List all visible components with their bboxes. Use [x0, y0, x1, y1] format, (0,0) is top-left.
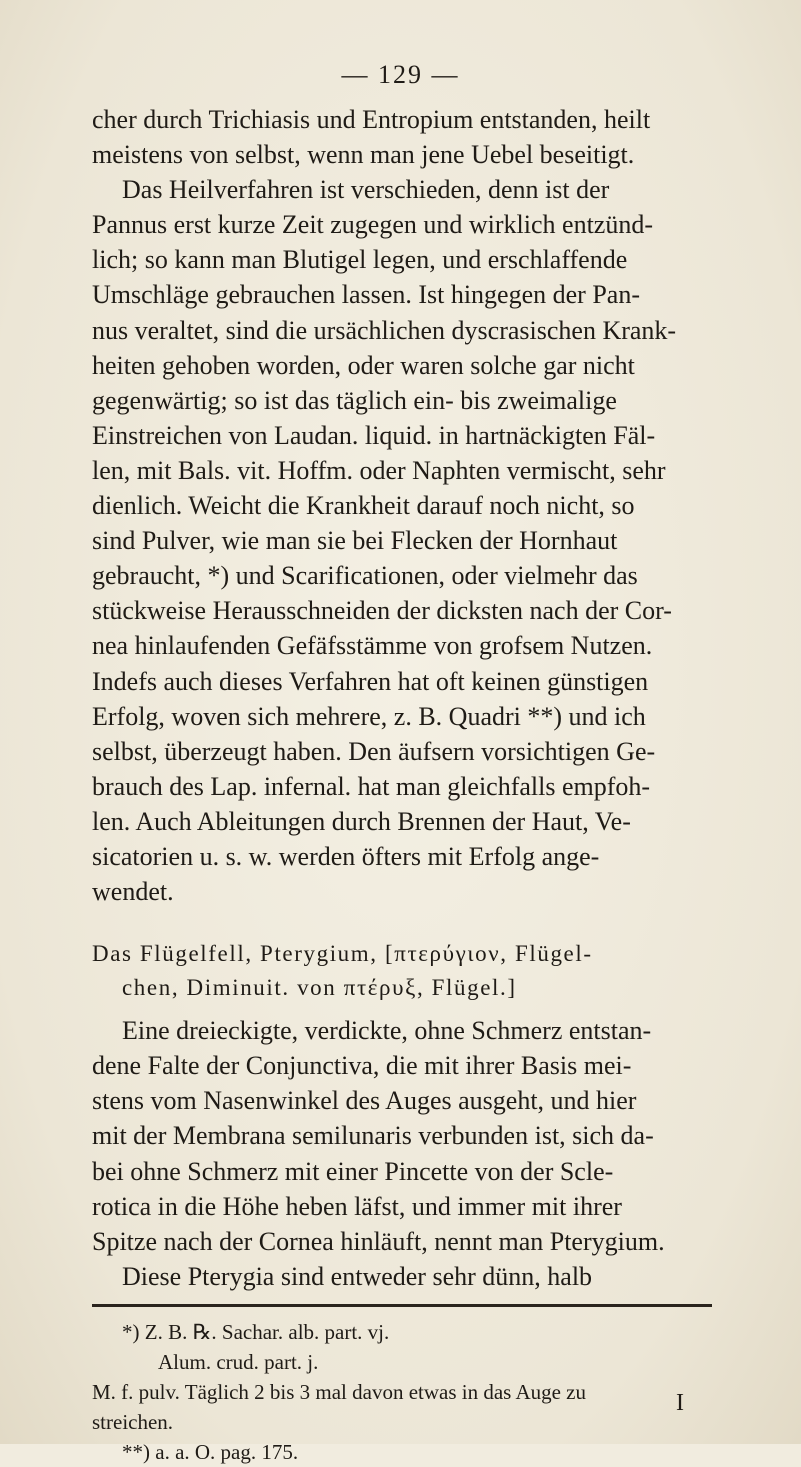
text-line: gebraucht, *) und Scarificationen, oder vielmehr das: [92, 561, 638, 591]
spacer: [92, 909, 714, 937]
text-line: Indefs auch dieses Verfahren hat oft keinen günstigen: [92, 666, 649, 696]
text-line: Pannus erst kurze Zeit zugegen und wirklich entzünd-: [92, 210, 653, 240]
footnote-line: Alum. crud. part. j.: [158, 1349, 319, 1374]
text-line: stückweise Herausschneiden der dicksten nach der Cor-: [92, 596, 672, 626]
text-line: Erfolg, woven sich mehrere, z. B. Quadri **) und ich: [92, 701, 646, 731]
text-line: wendet.: [92, 877, 174, 907]
text-line: heiten gehoben worden, oder waren solche gar nicht: [92, 350, 635, 380]
text-line: sind Pulver, wie man sie bei Flecken der Hornhaut: [92, 526, 618, 556]
text-line: Diese Pterygia sind entweder sehr dünn, halb: [122, 1261, 593, 1291]
text-line: len. Auch Ableitungen durch Brennen der Haut, Ve-: [92, 806, 631, 836]
footnote-line: **) a. a. O. pag. 175.: [122, 1439, 299, 1464]
signature-mark: I: [676, 1390, 684, 1416]
text-line: bei ohne Schmerz mit einer Pincette von der Scle-: [92, 1156, 614, 1186]
text-line: mit der Membrana semilunaris verbunden ist, sich da-: [92, 1121, 654, 1151]
heading-line: Das Flügelfell, Pterygium, [πτερύγιον, Flügel-: [92, 941, 593, 967]
text-line: gegenwärtig; so ist das täglich ein- bis zweimalige: [92, 385, 617, 415]
text-line: sicatorien u. s. w. werden öfters mit Erfolg ange-: [92, 841, 600, 871]
section-heading-pterygium: [92, 937, 714, 1005]
footnotes: [92, 1317, 714, 1467]
text-line: rotica in die Höhe heben läfst, und immer mit ihrer: [92, 1191, 622, 1221]
text-line: len, mit Bals. vit. Hoffm. oder Naphten vermischt, sehr: [92, 455, 666, 485]
footnote-line: *) Z. B. ℞. Sachar. alb. part. vj.: [122, 1319, 390, 1344]
text-line: dene Falte der Conjunctiva, die mit ihrer Basis mei-: [92, 1051, 632, 1081]
paragraph-pterygium: [92, 1013, 714, 1294]
text-line: Spitze nach der Cornea hinläuft, nennt man Pterygium.: [92, 1226, 665, 1256]
text-line: Eine dreieckigte, verdickte, ohne Schmerz entstan-: [122, 1016, 652, 1046]
text-line: stens vom Nasenwinkel des Auges ausgeht, und hier: [92, 1086, 637, 1116]
text-line: dienlich. Weicht die Krankheit darauf noch nicht, so: [92, 491, 635, 521]
footnote-divider: [92, 1304, 712, 1307]
text-line: Umschläge gebrauchen lassen. Ist hingegen der Pan-: [92, 280, 640, 310]
text-line: nus veraltet, sind die ursächlichen dyscrasischen Krank-: [92, 315, 677, 345]
text-line: cher durch Trichiasis und Entropium entstanden, heilt: [92, 105, 651, 134]
page-header: — 129 —: [341, 60, 460, 89]
page-body: [92, 102, 714, 1467]
text-line: Einstreichen von Laudan. liquid. in hartnäckigten Fäl-: [92, 420, 656, 450]
text-line: brauch des Lap. infernal. hat man gleichfalls empfoh-: [92, 771, 651, 801]
text-line: nea hinlaufenden Gefäfsstämme von grofsem Nutzen.: [92, 631, 653, 661]
paragraph-pannus: [92, 102, 714, 909]
text-line: selbst, überzeugt haben. Den äufsern vorsichtigen Ge-: [92, 736, 656, 766]
text-line: meistens von selbst, wenn man jene Uebel beseitigt.: [92, 140, 635, 170]
text-line: Das Heilverfahren ist verschieden, denn ist der: [122, 175, 610, 205]
footnote-line: M. f. pulv. Täglich 2 bis 3 mal davon etwas in das Auge zu: [92, 1379, 587, 1404]
footnote-line: streichen.: [92, 1409, 174, 1434]
text-line: lich; so kann man Blutigel legen, und erschlaffende: [92, 245, 628, 275]
heading-line: chen, Diminuit. von πτέρυξ, Flügel.]: [122, 975, 517, 1001]
